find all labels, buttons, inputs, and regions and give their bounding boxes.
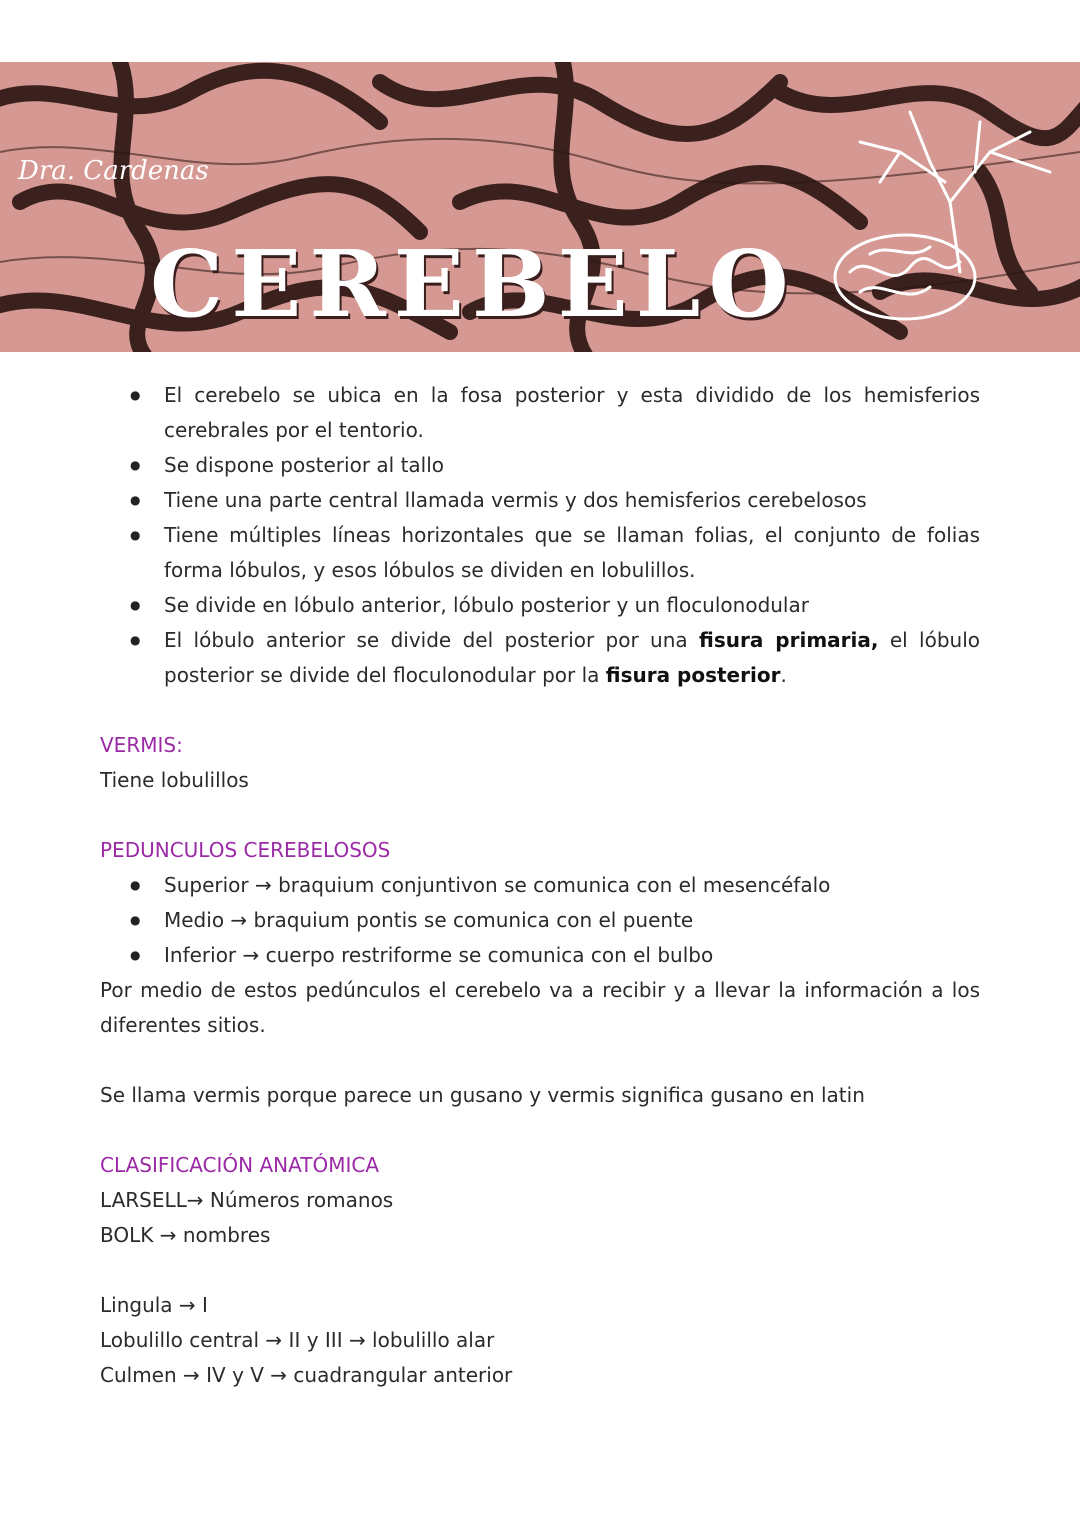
- list-item: ● Tiene una parte central llamada vermis y dos hemisferios cerebelosos: [100, 483, 980, 518]
- list-item: ● El cerebelo se ubica en la fosa posterior y esta dividido de los hemisferios cerebrales por el tentorio.: [100, 378, 980, 448]
- list-item: ● Tiene múltiples líneas horizontales que se llaman folias, el conjunto de folias forma lóbulos, y esos lóbulos se dividen en lobulillos.: [100, 518, 980, 588]
- lobule-line: Lobulillo central → II y III → lobulillo alar: [100, 1328, 495, 1352]
- pedunculos-list: [100, 868, 980, 973]
- list-item: ● Inferior → cuerpo restriforme se comunica con el bulbo: [100, 938, 980, 973]
- fisura-text-1: El lóbulo anterior se divide del posterior por una: [164, 628, 700, 652]
- bolk-line: BOLK → nombres: [100, 1223, 271, 1247]
- notes-content: [100, 378, 980, 1393]
- header-banner: [0, 62, 1080, 352]
- intro-bullet-list: [100, 378, 980, 693]
- pedunculos-paragraph: Por medio de estos pedúnculos el cerebelo va a recibir y a llevar la información a los diferentes sitios.: [100, 978, 980, 1037]
- fisura-text-3: .: [780, 663, 787, 687]
- fisura-posterior-term: fisura posterior: [605, 663, 781, 687]
- pedunculos-heading: PEDUNCULOS CEREBELOSOS: [100, 838, 391, 862]
- clasificacion-heading: CLASIFICACIÓN ANATÓMICA: [100, 1153, 379, 1177]
- list-item-fisuras: [100, 623, 980, 693]
- lobule-line: Culmen → IV y V → cuadrangular anterior: [100, 1363, 513, 1387]
- vermis-text: Tiene lobulillos: [100, 768, 249, 792]
- vermis-etymology-note: Se llama vermis porque parece un gusano y vermis significa gusano en latin: [100, 1083, 865, 1107]
- list-item: ● Se divide en lóbulo anterior, lóbulo posterior y un floculonodular: [100, 588, 980, 623]
- larsell-line: LARSELL→ Números romanos: [100, 1188, 394, 1212]
- vermis-heading: VERMIS:: [100, 733, 183, 757]
- author-signature: Dra. Cardenas: [18, 156, 209, 186]
- list-item: ● Medio → braquium pontis se comunica con el puente: [100, 903, 980, 938]
- tree-brain-illustration: [810, 82, 1070, 332]
- page-title: CEREBELO: [150, 230, 797, 338]
- fisura-primaria-term: fisura primaria,: [699, 628, 879, 652]
- list-item: ● Superior → braquium conjuntivon se comunica con el mesencéfalo: [100, 868, 980, 903]
- lobule-line: Lingula → I: [100, 1293, 208, 1317]
- fisura-text-2: el lóbulo posterior se divide del floculonodular por la: [164, 628, 980, 687]
- list-item: ● Se dispone posterior al tallo: [100, 448, 980, 483]
